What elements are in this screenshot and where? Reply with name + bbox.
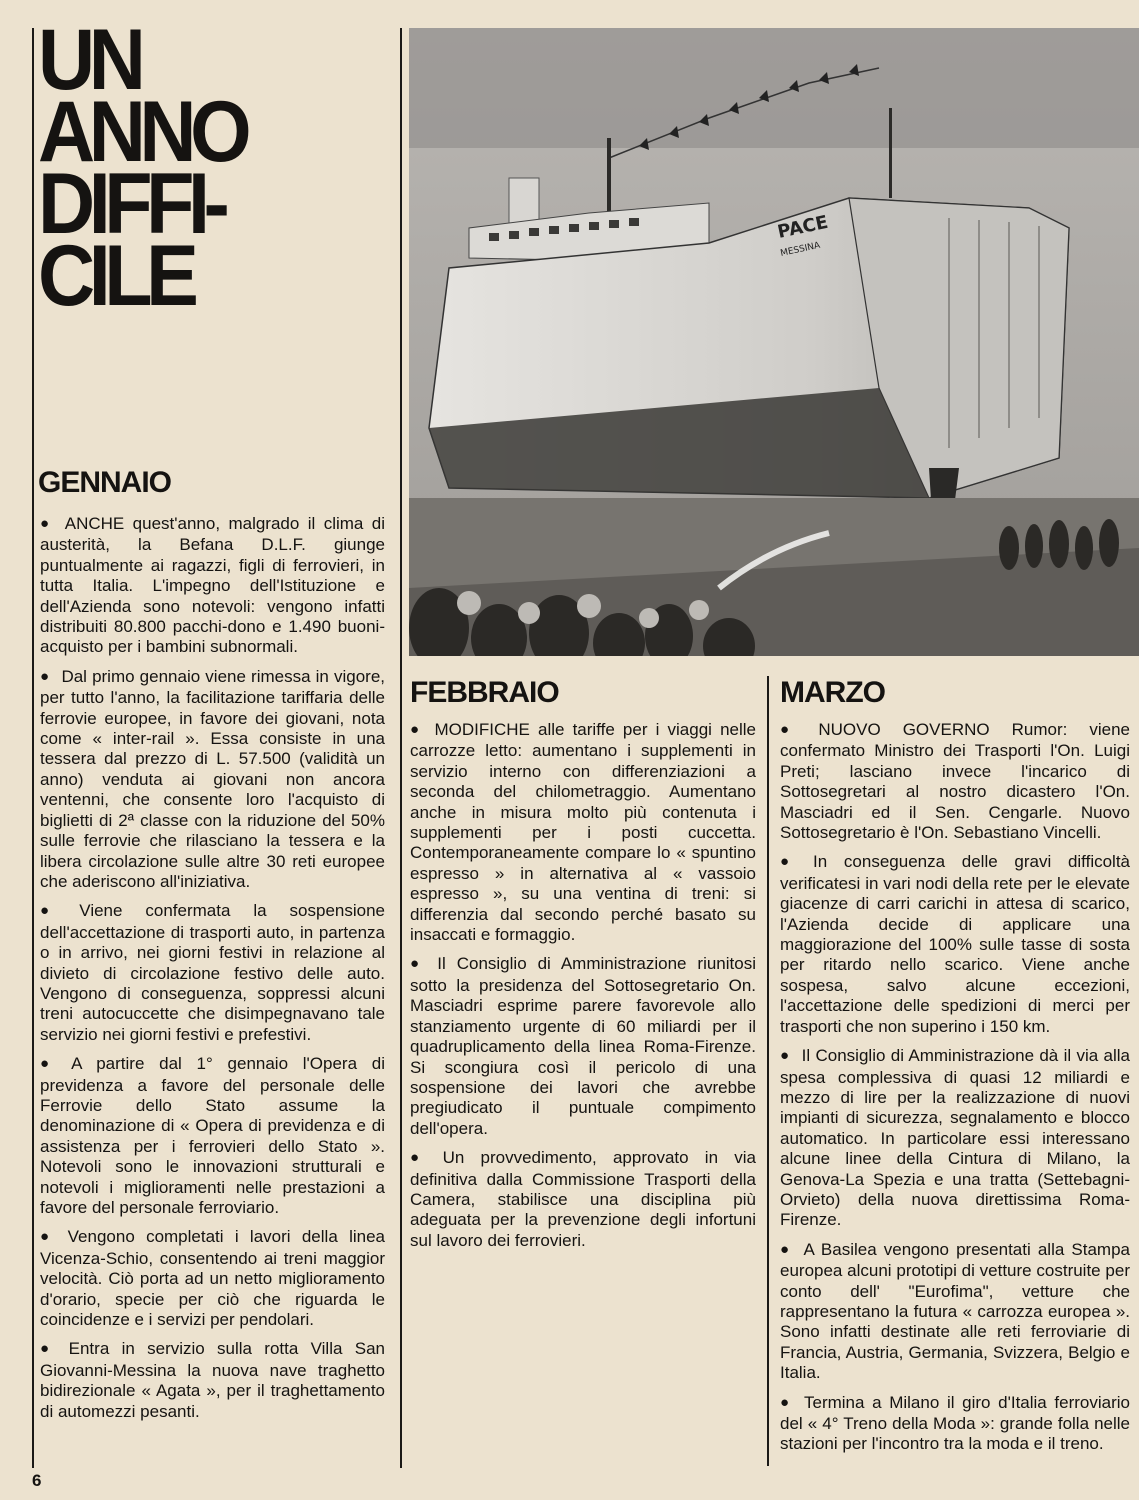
gennaio-paragraph: ● A partire dal 1° gennaio l'Opera di previdenza a favore del personale delle Ferrovie dello Stato assume la denominazione di « Opera di previdenza e di assistenza per i ferrovieri dello Stato ». Notevoli sono le innovazioni strutturali e notevoli i miglioramenti nelle prestazioni a favore del personale ferroviario. — [40, 1054, 386, 1217]
article-title — [38, 12, 342, 324]
ship-launch-photo — [409, 28, 1139, 656]
section-heading-febbraio: FEBBRAIO — [410, 676, 559, 709]
bullet-icon: ● — [40, 1055, 60, 1073]
ship-launch-illustration — [409, 28, 1139, 656]
febbraio-paragraph: ● MODIFICHE alle tariffe per i viaggi nelle carrozze letto: aumentano i supplementi in servizio interno con differenziazioni a seconda del chilometraggio. Aumentano anche in misura molto più contenuta i supplementi per i posti cuccetta. Contemporaneamente compare lo « spuntino espresso » in alternativa al « vassoio espresso », su una ventina di treni: si differenzia dal secondo perché basato su insaccati e formaggio. — [410, 720, 756, 945]
title-line: DIFFI- — [38, 156, 224, 252]
febbraio-column — [410, 720, 756, 1260]
column-rule-center — [400, 28, 402, 1468]
bullet-icon: ● — [780, 853, 802, 871]
bullet-icon: ● — [40, 1340, 57, 1358]
bullet-icon: ● — [780, 1240, 792, 1258]
ship-port: MESSINA — [779, 240, 822, 259]
section-heading-marzo: MARZO — [780, 676, 885, 709]
gennaio-paragraph: ● Entra in servizio sulla rotta Villa San Giovanni-Messina la nuova nave traghetto bidirezionale « Agata », per il traghettamento di automezzi pesanti. — [40, 1339, 385, 1421]
bullet-icon: ● — [780, 721, 807, 738]
gennaio-paragraph: ● Dal primo gennaio viene rimessa in vigore, per tutto l'anno, la facilitazione tariffaria delle ferrovie europee, in favore dei giovani, nota come « inter-rail ». Essa consiste in una tessera dal prezzo di L. 57.500 (validità un anno) venduta ai giovani non ancora ventenni, che consente loro l'acquisto di biglietti di 2ª classe con la riduzione del 50% sulle ferrovie che rilasciano la tessera e la libera circolazione sulle altre 30 reti europee che aderiscono all'iniziativa. — [40, 666, 386, 891]
column-rule-left — [32, 28, 34, 1468]
bullet-icon: ● — [410, 955, 426, 973]
bullet-icon: ● — [780, 1393, 792, 1411]
bullet-icon: ● — [780, 1047, 790, 1065]
marzo-paragraph: ● NUOVO GOVERNO Rumor: viene confermato Ministro dei Trasporti l'On. Luigi Preti; lasciano invece l'incarico di Sottosegretari al nostro dicastero l'On. Masciadri ed il Sen. Cengarle. Nuovo Sottosegretario è l'On. Sebastiano Vincelli. — [780, 720, 1131, 843]
bullet-icon: ● — [40, 667, 50, 685]
febbraio-paragraph: ● Il Consiglio di Amministrazione riunitosi sotto la presidenza del Sottosegretario On. Masciadri esprime parere favorevole allo stanziamento urgente di 60 miliardi per il quadruplicamento della linea Roma-Firenze. Si scongiura così il pericolo di una sospensione dei lavori che avrebbe pregiudicato il puntuale compimento dell'opera. — [410, 954, 756, 1138]
gennaio-paragraph: ● Viene confermata la sospensione dell'accettazione di trasporti auto, in partenza o in arrivo, nei giorni festivi in relazione al divieto di circolazione festivo delle auto. Vengono di conseguenza, soppressi alcuni treni autocuccette che disimpegnavano tale servizio nei giorni festivi e prefestivi. — [40, 901, 385, 1044]
column-rule-right — [767, 676, 769, 1466]
bullet-icon: ● — [410, 1149, 431, 1167]
gennaio-paragraph: ● Vengono completati i lavori della linea Vicenza-Schio, consentendo ai treni maggior velocità. Ciò porta ad un netto miglioramento d'orario, specie per ciò che riguarda le coincidenze e i servizi per pendolari. — [40, 1227, 385, 1330]
bullet-icon: ● — [40, 902, 68, 920]
marzo-paragraph: ● Il Consiglio di Amministrazione dà il via alla spesa complessiva di quasi 12 miliardi e mezzo di lire per la realizzazione di nuovi impianti di sicurezza, segnalamento e blocco automatico. In particolare essi interessano alcune linee della Cintura di Milano, la Genova-La Spezia e una tratta (Settebagni-Orvieto) della nuova direttissima Roma-Firenze. — [780, 1046, 1130, 1230]
marzo-paragraph: ● Termina a Milano il giro d'Italia ferroviario del « 4° Treno della Moda »: grande folla nelle stazioni per l'incontro tra la moda e il treno. — [780, 1392, 1130, 1454]
marzo-column — [780, 720, 1130, 1464]
marzo-paragraph: ● A Basilea vengono presentati alla Stampa europea alcuni prototipi di vetture costruite per conto dell' "Eurofima", vetture che rappresentano la futura « carrozza europea ». Sono infatti destinate alle reti ferroviarie di Francia, Austria, Germania, Svizzera, Belgio e Italia. — [780, 1239, 1130, 1383]
section-heading-gennaio: GENNAIO — [38, 466, 172, 499]
marzo-paragraph: ● In conseguenza delle gravi difficoltà verificatesi in vari nodi della rete per le elevate giacenze di carri carichi in attesa di scarico, l'Azienda decide di applicare una maggiorazione del 100% sulle tasse di sosta per ritardo nello scarico. Viene anche sospesa, salvo alcune eccezioni, l'accettazione delle spedizioni di merci per trasporti che non superino i 150 km. — [780, 852, 1131, 1036]
gennaio-column — [40, 514, 385, 1431]
title-line: ANNO — [38, 84, 246, 180]
gennaio-paragraph: ● ANCHE quest'anno, malgrado il clima di austerità, la Befana D.L.F. giunge puntualmente ai ragazzi, figli di ferrovieri, in tutta Italia. L'impegno dell'Istituzione e dell'Azienda sono notevoli: vengono infatti distribuiti 80.800 pacchi-dono e 1.490 buoni-acquisto per i bambini subnormali. — [40, 514, 385, 657]
bullet-icon: ● — [40, 1228, 56, 1246]
page-number: 6 — [32, 1471, 42, 1490]
febbraio-paragraph: ● Un provvedimento, approvato in via definitiva dalla Commissione Trasporti della Camera, stabilisce una disciplina più adeguata per la prevenzione degli infortuni sul lavoro dei ferrovieri. — [410, 1148, 756, 1250]
title-line: UN — [38, 12, 140, 108]
bullet-icon: ● — [40, 515, 53, 532]
title-line: CILE — [38, 228, 193, 324]
ship-name: PACE — [775, 211, 830, 243]
bullet-icon: ● — [410, 721, 423, 738]
